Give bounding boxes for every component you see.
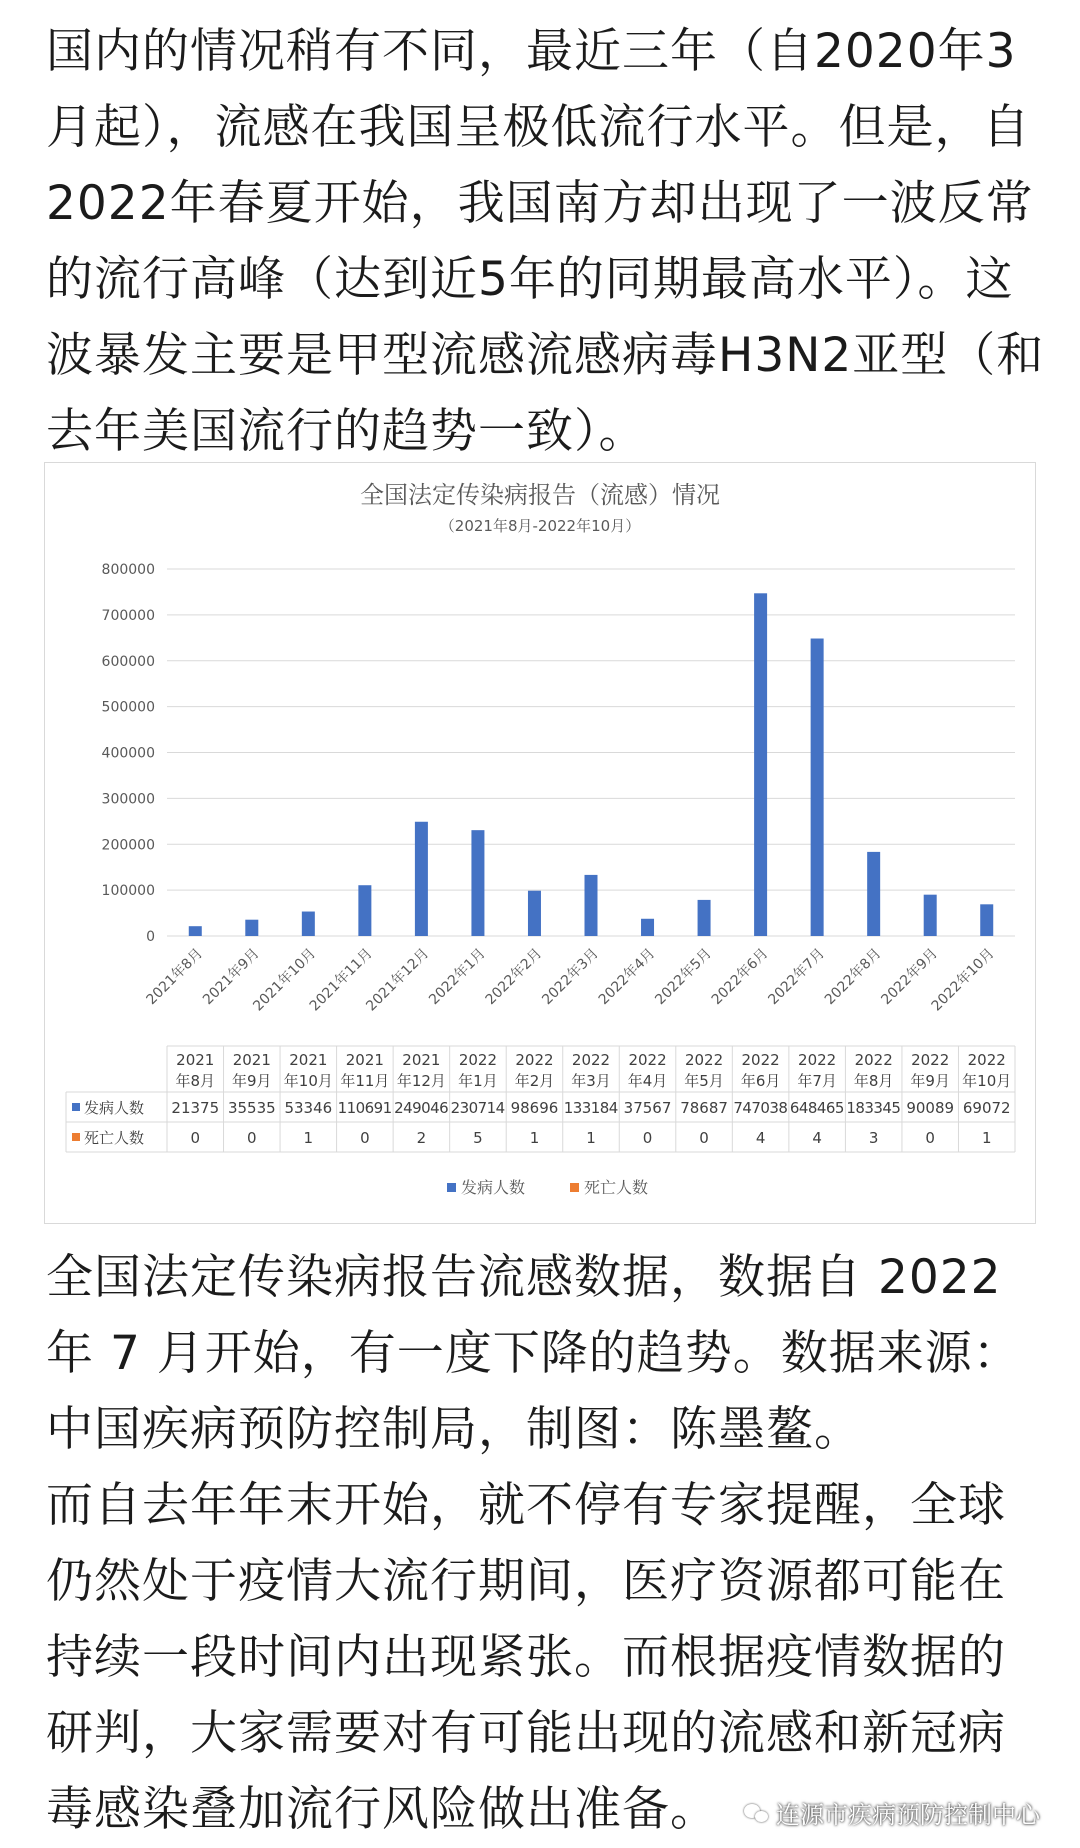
flu-report-chart — [44, 462, 1036, 1224]
table-cell: 53346 — [284, 1099, 332, 1117]
table-header-month: 年10月 — [284, 1072, 333, 1090]
y-tick-label: 500000 — [102, 700, 155, 716]
x-tick-label: 2022年8月 — [821, 945, 884, 1008]
table-legend-key — [72, 1103, 80, 1111]
table-cell: 0 — [643, 1129, 653, 1147]
table-header-month: 年3月 — [571, 1072, 611, 1090]
table-header-month: 年6月 — [741, 1072, 781, 1090]
chart-canvas — [45, 463, 1035, 1223]
x-tick-label: 2022年7月 — [765, 945, 828, 1008]
table-cell: 4 — [812, 1129, 822, 1147]
table-header-year: 2022 — [515, 1051, 553, 1069]
bar-发病人数 — [528, 891, 541, 936]
x-tick-label: 2022年1月 — [425, 945, 488, 1008]
y-tick-label: 400000 — [102, 746, 155, 762]
chart-title: 全国法定传染病报告（流感）情况 — [360, 481, 720, 509]
table-header-month: 年10月 — [962, 1072, 1011, 1090]
table-cell: 2 — [417, 1129, 427, 1147]
table-header-year: 2022 — [459, 1051, 497, 1069]
bar-发病人数 — [754, 593, 767, 936]
table-header-month: 年7月 — [797, 1072, 837, 1090]
y-tick-label: 200000 — [102, 837, 155, 853]
intro-paragraph: 国内的情况稍有不同，最近三年（自2020年3月起），流感在我国呈极低流行水平。但是，自2022年春夏开始，我国南方却出现了一波反常的流行高峰（达到近5年的同期最高水平）。这波暴发主要是甲型流感流感病毒H3N2亚型（和去年美国流行的趋势一致）。 — [46, 14, 1046, 470]
table-cell: 183345 — [846, 1099, 901, 1117]
table-cell: 249046 — [394, 1099, 449, 1117]
table-cell: 90089 — [906, 1099, 954, 1117]
table-cell: 21375 — [171, 1099, 219, 1117]
x-tick-label: 2022年6月 — [708, 945, 771, 1008]
table-header-year: 2022 — [968, 1051, 1006, 1069]
bar-发病人数 — [924, 895, 937, 936]
table-cell: 0 — [190, 1129, 200, 1147]
table-cell: 747038 — [733, 1099, 788, 1117]
table-header-month: 年8月 — [854, 1072, 894, 1090]
table-cell: 648465 — [790, 1099, 845, 1117]
bar-发病人数 — [302, 912, 315, 936]
legend-key-发病人数 — [447, 1183, 456, 1192]
chart-caption: 全国法定传染病报告流感数据，数据自 2022 年 7 月开始，有一度下降的趋势。数据来源：中国疾病预防控制局，制图：陈墨鳌。 — [46, 1240, 1046, 1468]
y-tick-label: 100000 — [102, 883, 155, 899]
y-tick-label: 700000 — [102, 608, 155, 624]
x-tick-label: 2022年3月 — [539, 945, 602, 1008]
table-header-month: 年8月 — [175, 1072, 215, 1090]
table-row-label: 发病人数 — [84, 1099, 144, 1117]
table-header-month: 年2月 — [515, 1072, 555, 1090]
chart-subtitle: （2021年8月-2022年10月） — [440, 517, 640, 535]
table-cell: 1 — [530, 1129, 540, 1147]
table-cell: 110691 — [338, 1099, 393, 1117]
table-cell: 1 — [982, 1129, 992, 1147]
table-header-year: 2021 — [289, 1051, 327, 1069]
table-header-year: 2022 — [798, 1051, 836, 1069]
x-tick-label: 2022年5月 — [652, 945, 715, 1008]
bar-发病人数 — [585, 875, 598, 936]
table-cell: 3 — [869, 1129, 879, 1147]
table-cell: 1 — [304, 1129, 314, 1147]
watermark-text: 连源市疾病预防控制中心 — [776, 1795, 1040, 1830]
table-header-year: 2022 — [685, 1051, 723, 1069]
table-header-year: 2022 — [628, 1051, 666, 1069]
table-header-year: 2021 — [176, 1051, 214, 1069]
bar-发病人数 — [415, 822, 428, 936]
table-header-month: 年11月 — [340, 1072, 389, 1090]
bar-发病人数 — [189, 926, 202, 936]
wechat-icon — [744, 1802, 770, 1824]
bar-发病人数 — [358, 885, 371, 936]
legend-label: 发病人数 — [461, 1178, 525, 1197]
table-header-month: 年1月 — [458, 1072, 498, 1090]
bar-发病人数 — [811, 639, 824, 936]
table-cell: 78687 — [680, 1099, 728, 1117]
table-header-year: 2022 — [911, 1051, 949, 1069]
table-cell: 0 — [699, 1129, 709, 1147]
table-header-month: 年12月 — [397, 1072, 446, 1090]
table-cell: 37567 — [624, 1099, 672, 1117]
y-tick-label: 0 — [146, 929, 155, 945]
x-tick-label: 2021年11月 — [306, 945, 376, 1015]
closing-paragraph: 而自去年年末开始，就不停有专家提醒，全球仍然处于疫情大流行期间，医疗资源都可能在持续一段时间内出现紧张。而根据疫情数据的研判，大家需要对有可能出现的流感和新冠病毒感染叠加流行风险做出准备。 — [46, 1468, 1046, 1848]
table-cell: 230714 — [451, 1099, 506, 1117]
table-cell: 35535 — [228, 1099, 276, 1117]
table-header-month: 年5月 — [684, 1072, 724, 1090]
table-cell: 0 — [925, 1129, 935, 1147]
table-header-year: 2021 — [233, 1051, 271, 1069]
x-tick-label: 2021年9月 — [199, 945, 262, 1008]
table-cell: 133184 — [564, 1099, 619, 1117]
y-tick-label: 600000 — [102, 654, 155, 670]
table-cell: 1 — [586, 1129, 596, 1147]
bar-发病人数 — [698, 900, 711, 936]
bar-发病人数 — [245, 920, 258, 936]
x-tick-label: 2021年8月 — [143, 945, 206, 1008]
table-header-year: 2022 — [855, 1051, 893, 1069]
y-tick-label: 800000 — [102, 562, 155, 578]
table-cell: 4 — [756, 1129, 766, 1147]
x-tick-label: 2021年10月 — [250, 945, 320, 1015]
table-header-year: 2021 — [402, 1051, 440, 1069]
bar-发病人数 — [980, 904, 993, 936]
bar-发病人数 — [867, 852, 880, 936]
x-tick-label: 2022年9月 — [878, 945, 941, 1008]
table-header-month: 年4月 — [628, 1072, 668, 1090]
x-tick-label: 2022年10月 — [928, 945, 998, 1015]
bar-发病人数 — [471, 830, 484, 936]
legend-key-死亡人数 — [570, 1183, 579, 1192]
x-tick-label: 2021年12月 — [363, 945, 433, 1015]
x-tick-label: 2022年4月 — [595, 945, 658, 1008]
legend-label: 死亡人数 — [584, 1178, 648, 1197]
table-header-year: 2022 — [572, 1051, 610, 1069]
table-row-label: 死亡人数 — [84, 1129, 144, 1147]
table-cell: 5 — [473, 1129, 483, 1147]
table-header-month: 年9月 — [910, 1072, 950, 1090]
table-header-month: 年9月 — [232, 1072, 272, 1090]
bar-发病人数 — [641, 919, 654, 936]
table-cell: 0 — [247, 1129, 257, 1147]
table-cell: 98696 — [511, 1099, 559, 1117]
table-cell: 69072 — [963, 1099, 1011, 1117]
table-header-year: 2021 — [346, 1051, 384, 1069]
x-tick-label: 2022年2月 — [482, 945, 545, 1008]
account-watermark — [744, 1795, 1040, 1830]
table-cell: 0 — [360, 1129, 370, 1147]
table-header-year: 2022 — [742, 1051, 780, 1069]
y-tick-label: 300000 — [102, 791, 155, 807]
table-legend-key — [72, 1133, 80, 1141]
